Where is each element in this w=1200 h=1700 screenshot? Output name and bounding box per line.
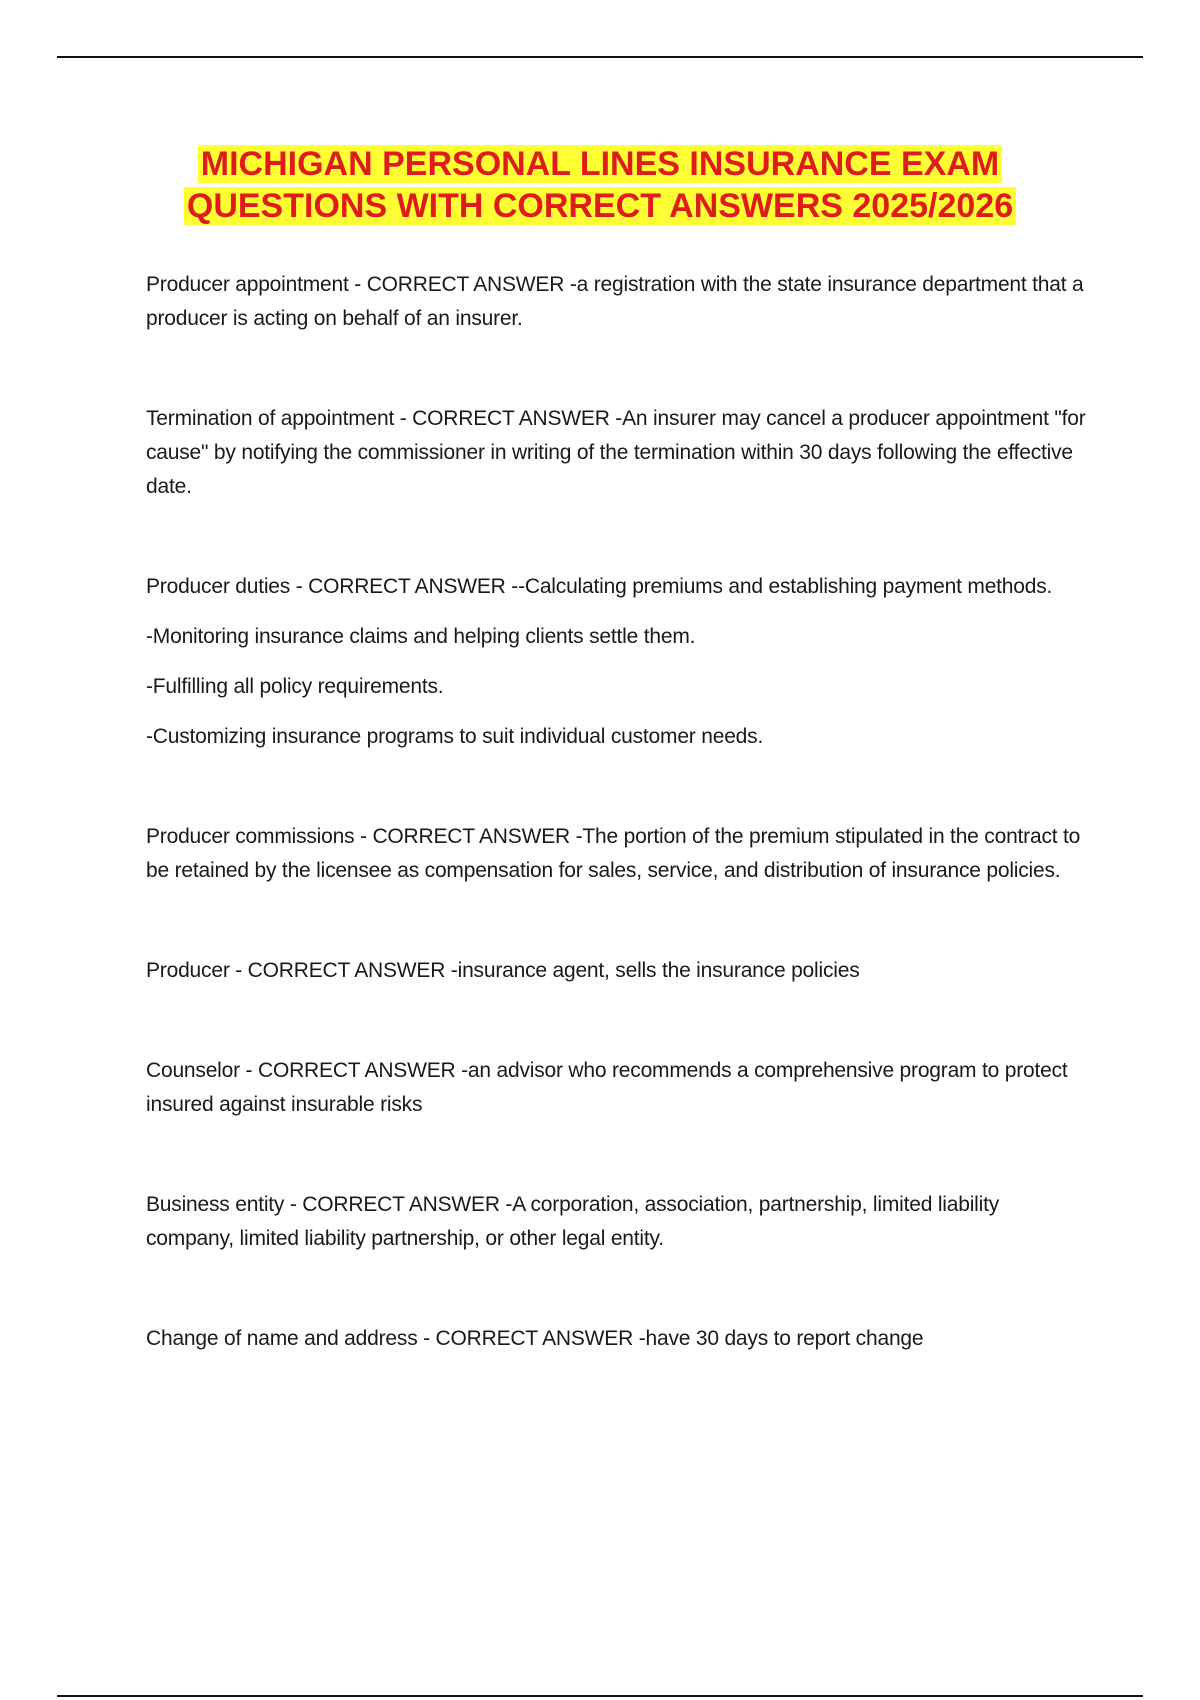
- qa-entry-subline: -Monitoring insurance claims and helping clients settle them.: [146, 625, 696, 648]
- qa-list: [146, 268, 1086, 1356]
- qa-entry: [146, 1322, 1086, 1356]
- qa-entry: [146, 570, 1086, 754]
- qa-entry: [146, 1054, 1086, 1122]
- qa-entry: [146, 402, 1086, 504]
- qa-entry: [146, 1188, 1086, 1256]
- title-line-1: MICHIGAN PERSONAL LINES INSURANCE EXAM: [198, 145, 1002, 183]
- qa-entry-text: Change of name and address - CORRECT ANSWER -have 30 days to report change: [146, 1327, 924, 1350]
- qa-entry-text: Producer appointment - CORRECT ANSWER -a registration with the state insurance department that a producer is acting on behalf of an insurer.: [146, 273, 1084, 330]
- document-title: [0, 143, 1200, 227]
- qa-entry-text: Counselor - CORRECT ANSWER -an advisor who recommends a comprehensive program to protect insured against insurable risks: [146, 1059, 1068, 1116]
- qa-entry-text: Producer duties - CORRECT ANSWER --Calculating premiums and establishing payment methods.: [146, 575, 1053, 598]
- qa-entry-text: Termination of appointment - CORRECT ANSWER -An insurer may cancel a producer appointment "for cause" by notifying the commissioner in writing of the termination within 30 days following the effective date.: [146, 407, 1086, 498]
- qa-entry-subline: -Fulfilling all policy requirements.: [146, 675, 444, 698]
- qa-entry-text: Business entity - CORRECT ANSWER -A corporation, association, partnership, limited liability company, limited liability partnership, or other legal entity.: [146, 1193, 1000, 1250]
- qa-entry-subline: -Customizing insurance programs to suit individual customer needs.: [146, 725, 764, 748]
- bottom-rule: [57, 1695, 1143, 1697]
- title-line-2: QUESTIONS WITH CORRECT ANSWERS 2025/2026: [184, 187, 1016, 225]
- top-rule: [57, 56, 1143, 58]
- qa-entry-text: Producer - CORRECT ANSWER -insurance agent, sells the insurance policies: [146, 959, 860, 982]
- qa-entry-text: Producer commissions - CORRECT ANSWER -The portion of the premium stipulated in the contract to be retained by the licensee as compensation for sales, service, and distribution of insurance policies.: [146, 825, 1081, 882]
- qa-entry: [146, 954, 1086, 988]
- qa-entry: [146, 268, 1086, 336]
- qa-entry: [146, 820, 1086, 888]
